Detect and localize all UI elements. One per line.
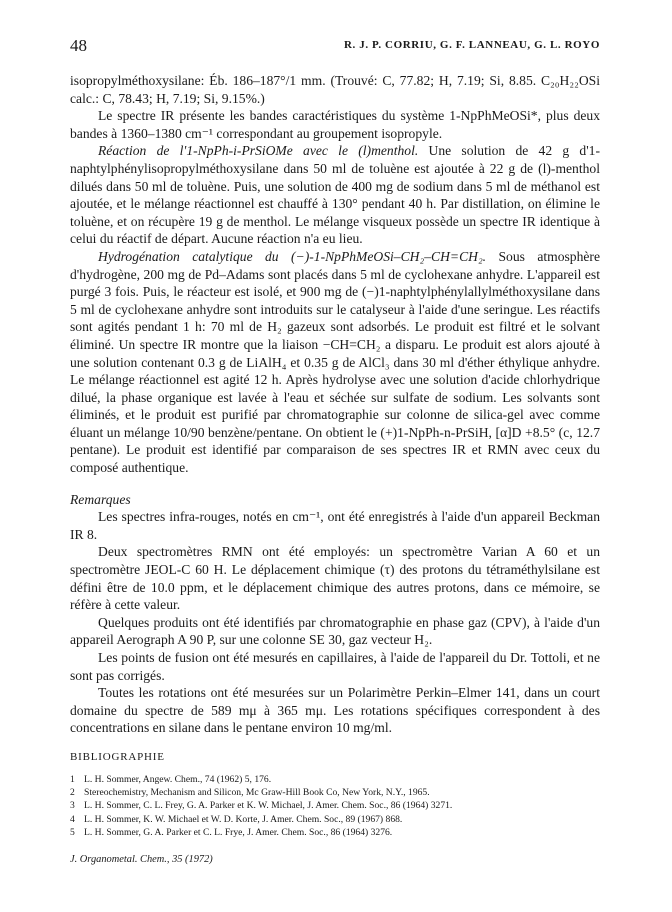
journal-footer: J. Organometal. Chem., 35 (1972) [70,854,213,865]
article-body [70,72,600,840]
reference-number: 2 [70,786,75,798]
reference-item [70,786,600,799]
remarque-item: Les spectres infra-rouges, notés en cm⁻¹, ont été enregistrés à l'aide d'un appareil Beckman IR 8. [70,509,600,542]
menthol-reaction-title: Réaction de l'1-NpPh-i-PrSiOMe avec le (l)menthol. [98,143,419,159]
reference-text: L. H. Sommer, K. W. Michael et W. D. Korte, J. Amer. Chem. Soc., 89 (1967) 868. [84,813,403,825]
analysis-paragraph: isopropylméthoxysilane: Éb. 186–187°/1 mm. (Trouvé: C, 77.82; H, 7.19; Si, 8.85. C₂₀H₂₂OSi calc.: C, 78.43; H, 7.19; Si, 9.15%.) [70,73,600,106]
reference-number: 3 [70,800,75,812]
reference-text: Stereochemistry, Mechanism and Silicon, Mc Graw-Hill Book Co, New York, N.Y., 1965. [84,786,430,798]
reference-item [70,826,600,839]
ir-spectrum-paragraph: Le spectre IR présente les bandes caractéristiques du système 1-NpPhMeOSi*, plus deux bandes à 1360–1380 cm⁻¹ correspondant au groupement isopropyle. [70,108,600,141]
reference-text: L. H. Sommer, Angew. Chem., 74 (1962) 5, 176. [84,773,272,785]
reference-number: 5 [70,827,75,839]
remarque-item: Les points de fusion ont été mesurés en capillaires, à l'aide de l'appareil du Dr. Tottoli, et ne sont pas corrigés. [70,650,600,683]
reference-list [70,773,600,840]
reference-item [70,813,600,826]
page-header [70,36,600,58]
reference-number: 1 [70,773,75,785]
reference-item [70,799,600,812]
remarque-item: Toutes les rotations ont été mesurées sur un Polarimètre Perkin–Elmer 141, dans un court domaine du spectre de 589 mμ à 365 mμ. Les rotations spécifiques correspondent à des concentrations en silane dans le pentane environ 10 mg/ml. [70,685,600,736]
reference-text: L. H. Sommer, G. A. Parker et C. L. Frye, J. Amer. Chem. Soc., 86 (1964) 3276. [84,827,393,839]
running-head-authors: R. J. P. CORRIU, G. F. LANNEAU, G. L. ROYO [343,39,600,51]
bibliography-heading: BIBLIOGRAPHIE [70,750,165,763]
reference-number: 4 [70,813,75,825]
remarque-item: Quelques produits ont été identifiés par chromatographie en phase gaz (CPV), à l'aide d'un appareil Aerograph A 90 P, sur une colonne SE 30, gaz vecteur H₂. [70,614,600,648]
remarques-heading: Remarques [70,491,131,507]
menthol-reaction-text: Une solution de 42 g d'1-naphtylphénylisopropylméthoxysilane dans 50 ml de toluène est ajoutée à 22 g de (l)-menthol dilués dans 50 ml de toluène. Puis, une solution de 400 mg de sodium dans 5 ml de méthanol est ajoutée, et le mélange réactionnel est chauffé à 130° pendant 40 h. Par distillation, on élimine le toluène, et on récupère 19 g de menthol. Le mélange visqueux possède un spectre IR identique à celui du réactif de départ. Aucune réaction n'a eu lieu. [70,143,600,247]
reference-item [70,773,600,786]
hydrogenation-text: Sous atmosphère d'hydrogène, 200 mg de Pd–Adams sont placés dans 5 ml de cyclohexane anhydre. L'appareil est purgé 3 fois. Puis, le réacteur est isolé, et 900 mg de (−)1-naphtylphénylallylméthoxysilane dans 5 ml de cyclohexane anhydre sont introduits sur le catalyseur à l'aide d'une seringue. Les réactifs sont agités pendant 1 h: 70 ml de H₂ gazeux sont adsorbés. Le produit est filtré et le solvant éliminé. Un spectre IR montre que la liaison −CH=CH₂ a disparu. Le produit est alors ajouté à une solution contenant 0.3 g de LiAlH₄ et 0.35 g de AlCl₃ dans 30 ml d'éther éthylique anhydre. Le mélange réactionnel est agité 12 h. Après hydrolyse avec une solution d'acide chlorhydrique dilué, la phase organique est lavée à l'eau et séchée sur sulfate de sodium. Les solvants sont éliminés, et le produit est purifié par chromatographie sur colonne de silica-gel avec comme éluant un mélange 10/90 benzène/pentane. On obtient le (+)1-NpPh-n-PrSiH, [α]D +8.5° (c, 12.7 pentane). Le produit est identifié par comparaison de ses spectres IR et RMN avec ceux du composé authentique. [70,248,600,476]
menthol-reaction-paragraph [70,142,600,248]
remarque-item: Deux spectromètres RMN ont été employés: un spectromètre Varian A 60 et un spectromètre JEOL-C 60 H. Le déplacement chimique (τ) des protons du tétraméthylsilane est défini être de 10.0 ppm, et le déplacement chimique des autres protons, dans ce mémoire, se réfère à cette valeur. [70,544,600,613]
page-number: 48 [70,36,87,55]
reference-text: L. H. Sommer, C. L. Frey, G. A. Parker et K. W. Michael, J. Amer. Chem. Soc., 86 (1964) 3271. [84,800,453,812]
hydrogenation-paragraph [70,248,600,477]
hydrogenation-title: Hydrogénation catalytique du (−)-1-NpPhMeOSi–CH₂–CH=CH₂. [98,248,487,264]
